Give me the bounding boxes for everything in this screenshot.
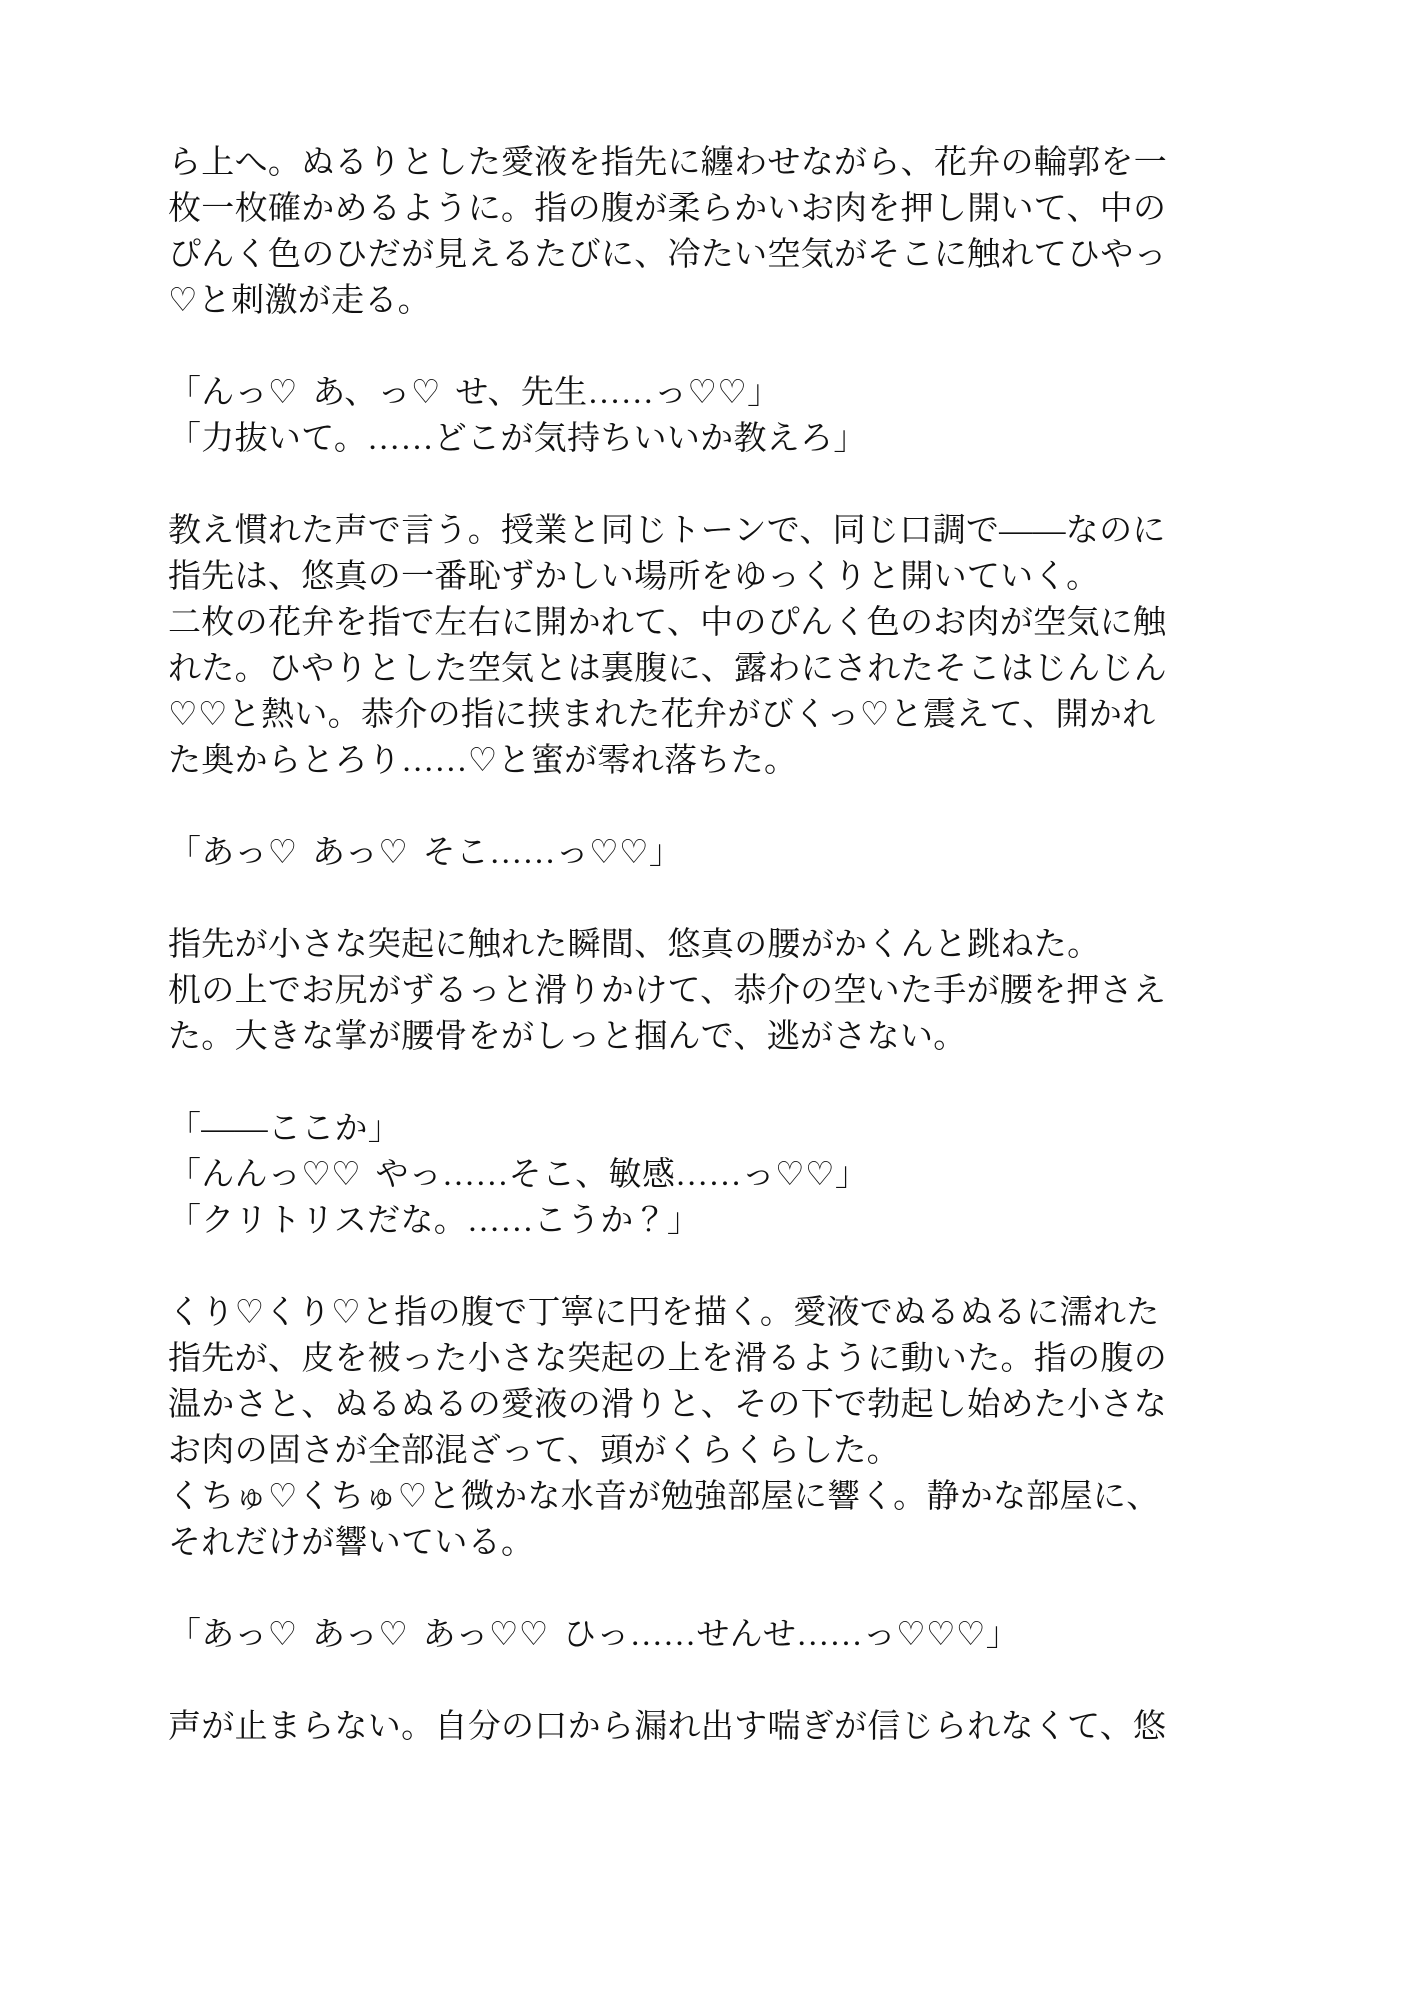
text-line: 「あっ♡ あっ♡ あっ♡♡ ひっ……せんせ……っ♡♡♡」: [168, 1617, 1020, 1653]
text-line: れた。ひやりとした空気とは裏腹に、露わにされたそこはじんじん: [168, 651, 1167, 687]
dialogue-paragraph: [168, 1612, 1178, 1658]
text-line: 「んんっ♡♡ やっ……そこ、敏感……っ♡♡」: [168, 1157, 869, 1193]
text-line: 指先が、皮を被った小さな突起の上を滑るように動いた。指の腹の: [168, 1341, 1167, 1377]
text-line: 枚一枚確かめるように。指の腹が柔らかいお肉を押し開いて、中の: [168, 191, 1167, 227]
dialogue-paragraph: [168, 830, 1178, 876]
text-line: ♡♡と熱い。恭介の指に挟まれた花弁がびくっ♡と震えて、開かれ: [168, 697, 1156, 733]
text-line: 「あっ♡ あっ♡ そこ……っ♡♡」: [168, 835, 683, 871]
text-line: 教え慣れた声で言う。授業と同じトーンで、同じ口調で——なのに: [168, 513, 1166, 549]
text-line: た奥からとろり……♡と蜜が零れ落ちた。: [168, 743, 798, 779]
text-line: お肉の固さが全部混ざって、頭がくらくらした。: [168, 1433, 900, 1469]
text-line: くちゅ♡くちゅ♡と微かな水音が勉強部屋に響く。静かな部屋に、: [168, 1479, 1160, 1515]
narrative-paragraph: [168, 922, 1178, 1060]
text-line: 「力抜いて。……どこが気持ちいいか教えろ」: [168, 421, 867, 457]
text-line: それだけが響いている。: [168, 1525, 535, 1561]
text-line: 指先が小さな突起に触れた瞬間、悠真の腰がかくんと跳ねた。: [168, 927, 1101, 963]
text-line: くり♡くり♡と指の腹で丁寧に円を描く。愛液でぬるぬるに濡れた: [168, 1295, 1160, 1331]
narrative-paragraph: [168, 508, 1178, 784]
text-line: た。大きな掌が腰骨をがしっと掴んで、逃がさない。: [168, 1019, 967, 1055]
text-line: 声が止まらない。自分の口から漏れ出す喘ぎが信じられなくて、悠: [168, 1709, 1167, 1745]
text-line: 「クリトリスだな。……こうか？」: [168, 1203, 701, 1239]
narrative-paragraph: [168, 140, 1178, 324]
dialogue-paragraph: [168, 1106, 1178, 1244]
text-line: 机の上でお尻がずるっと滑りかけて、恭介の空いた手が腰を押さえ: [168, 973, 1167, 1009]
text-line: 二枚の花弁を指で左右に開かれて、中のぴんく色のお肉が空気に触: [168, 605, 1167, 641]
text-body: [168, 140, 1178, 1796]
narrative-paragraph: [168, 1704, 1178, 1750]
dialogue-paragraph: [168, 370, 1178, 462]
text-line: 温かさと、ぬるぬるの愛液の滑りと、その下で勃起し始めた小さな: [168, 1387, 1167, 1423]
text-line: ぴんく色のひだが見えるたびに、冷たい空気がそこに触れてひやっ: [168, 237, 1167, 273]
text-line: 指先は、悠真の一番恥ずかしい場所をゆっくりと開いていく。: [168, 559, 1100, 595]
text-line: ら上へ。ぬるりとした愛液を指先に纏わせながら、花弁の輪郭を一: [168, 145, 1167, 181]
text-line: 「んっ♡ あ、っ♡ せ、先生……っ♡♡」: [168, 375, 781, 411]
narrative-paragraph: [168, 1290, 1178, 1566]
text-line: ♡と刺激が走る。: [168, 283, 431, 319]
text-line: 「——ここか」: [168, 1111, 402, 1147]
